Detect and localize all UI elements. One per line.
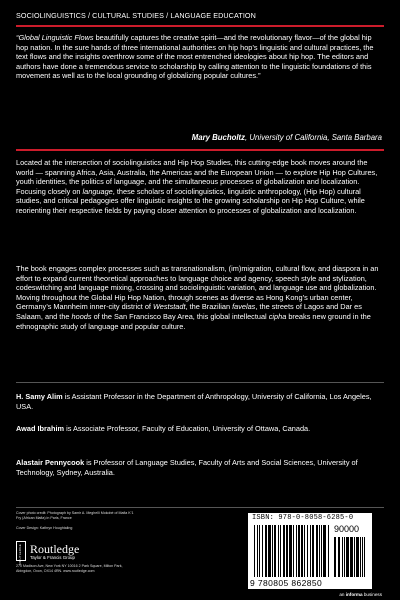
isbn-text: ISBN: 978-0-8058-6285-0: [252, 514, 354, 522]
barcode-bar: [286, 525, 288, 577]
barcode-bar: [346, 537, 349, 577]
cover-design-credit: Cover Design: Kathryn Houghtaling: [16, 526, 73, 530]
quote-attribution: [192, 133, 382, 142]
barcode-bar: [360, 537, 361, 577]
p2-emphasis-3: hoods: [71, 311, 92, 321]
quote-book-title: “Global Linguistic Flows: [16, 33, 94, 42]
middle-red-rule: [16, 149, 384, 151]
routledge-mark-text: ROUTLEDGE: [18, 544, 22, 565]
barcode-bar: [321, 525, 322, 577]
p2-text-e: breaks new ground in the ethnographic study of language and popular culture.: [16, 311, 371, 331]
quote-author: Mary Bucholtz: [191, 133, 246, 142]
p2-emphasis-2: favelas: [232, 302, 256, 312]
price-code: 90000: [334, 524, 360, 534]
quote-affiliation: , University of California, Santa Barbara: [245, 133, 382, 142]
barcode-bar: [268, 525, 271, 577]
barcode-bar: [301, 525, 303, 577]
isbn-barcode: [248, 513, 372, 589]
description-paragraph-1: [16, 158, 384, 216]
barcode-bar: [342, 537, 343, 577]
p2-emphasis-1: Weststadt: [153, 302, 186, 312]
barcode-bar: [274, 525, 276, 577]
subject-header: SOCIOLINGUISTICS / CULTURAL STUDIES / LANGUAGE EDUCATION: [16, 11, 256, 20]
editor-name-1: H. Samy Alim: [16, 392, 63, 401]
barcode-bar: [278, 525, 279, 577]
editor-bio-text-1: is Assistant Professor in the Department of Anthropology, University of California, Los Angeles, USA.: [16, 392, 372, 411]
informa-pre: an: [339, 592, 346, 597]
barcode-bar: [262, 525, 263, 577]
barcode-bar: [356, 537, 359, 577]
barcode-bar: [364, 537, 365, 577]
barcode-bar: [293, 525, 294, 577]
editor-bio-text-2: is Associate Professor, Faculty of Education, University of Ottawa, Canada.: [64, 424, 311, 433]
endorsement-quote: [16, 33, 382, 81]
price-barcode-bars: [334, 537, 368, 577]
barcode-bar: [257, 525, 258, 577]
informa-word: informa: [345, 592, 363, 597]
p2-text-a: The book engages complex processes such as transnationalism, (im)migration, cultural flow, and diaspora in an effort to expand current theoretical approaches to language choice and agency, speech style and stylization, codeswitching and language mixing, crossing and sociolinguistic variation, and language use and globalization. Moving throughout the Global Hip Hop Nation, through scenes as diverse as Hong Kong’s urban center, Germany’s Mannheim inner-city district of: [16, 264, 379, 312]
editor-bio-3: [16, 458, 384, 477]
routledge-mark-icon: [16, 541, 26, 565]
barcode-bar: [316, 525, 318, 577]
barcode-bar: [312, 525, 314, 577]
publisher-address: 270 Madison Ave, New York NY 10016 2 Park Square, Milton Park, Abingdon, Oxon, OX14 4RN. www.routledge.com: [16, 564, 123, 573]
barcode-bar: [296, 525, 297, 577]
routledge-logo: [16, 541, 146, 565]
barcode-bar: [310, 525, 311, 577]
editor-bio-2: [16, 424, 384, 434]
barcode-bar: [338, 537, 340, 577]
editor-bio-text-3: is Professor of Language Studies, Faculty of Arts and Social Sciences, University of Technology, Sydney, Australia.: [16, 458, 358, 477]
barcode-bar: [334, 537, 336, 577]
barcode-bar: [328, 525, 329, 577]
bio-bottom-divider: [16, 507, 384, 508]
barcode-bar: [304, 525, 305, 577]
p2-emphasis-4: cipha: [268, 311, 287, 321]
barcode-bar: [319, 525, 320, 577]
barcode-bar: [298, 525, 300, 577]
barcode-bar: [283, 525, 285, 577]
ean-barcode-bars: [254, 525, 330, 577]
barcode-bar: [272, 525, 273, 577]
cover-photo-credit: Cover photo credit: Photograph by Samir A. Meghelli Mokobé of Mafia K’1 Fry (African Mafia) in Paris, France: [16, 511, 134, 520]
p2-text-c: , the streets of Lagos and Dar es Salaam, and the: [16, 302, 362, 321]
quote-text: beautifully captures the creative spirit—and the revolutionary flavor—of the global hip hop nation. In the sure hands of three international authorities on hip hop’s linguistic and cultural practices, the text flows and the insights overthrow some of the most entrenched ideologies about hip hop. The editors and authors have done a tremendous service to scholarship by calling attention to the linguistic foundations of this movement as well as to the local grounding of globalizing popular cultures.”: [16, 33, 374, 80]
top-red-rule: [16, 25, 384, 27]
barcode-bar: [254, 525, 255, 577]
bio-top-divider: [16, 382, 384, 383]
barcode-bar: [289, 525, 292, 577]
description-paragraph-2: [16, 264, 384, 331]
p2-text-b: , the Brazilian: [185, 302, 233, 312]
publisher-group: Taylor & Francis Group: [30, 555, 75, 560]
p1-text-b: , these scholars of sociolinguistics, linguistic anthropology, (Hip Hop) cultural studies, and critical pedagogies offer linguistic insights to the growing scholarship on Hip Hop Culture, while reorienting their respective fields by paying closer attention to processes of globalization and localization.: [16, 186, 365, 215]
barcode-bar: [265, 525, 267, 577]
p2-text-d: of the San Francisco Bay Area, this global intellectual: [91, 311, 269, 321]
ean-number: 9 780805 862850: [250, 578, 323, 588]
informa-business-tag: [339, 592, 382, 597]
p1-emphasis: language: [82, 186, 113, 196]
barcode-bar: [307, 525, 308, 577]
barcode-bar: [350, 537, 353, 577]
p1-text-a: Located at the intersection of sociolinguistics and Hip Hop Studies, this cutting-edge book moves around the world — spanning Africa, Asia, Australia, the Americas and the European Union — to explore Hip Hop Cultures, youth identities, the politics of language, and the simultaneous processes of globalization and localization. Focusing closely on: [16, 158, 378, 196]
barcode-bar: [280, 525, 281, 577]
barcode-bar: [354, 537, 355, 577]
barcode-bar: [344, 537, 345, 577]
editor-name-2: Awad Ibrahim: [16, 424, 65, 433]
editor-bio-1: [16, 392, 384, 411]
barcode-bar: [362, 537, 363, 577]
barcode-bar: [323, 525, 326, 577]
barcode-bar: [259, 525, 260, 577]
informa-post: business: [362, 592, 382, 597]
publisher-name: Routledge: [30, 542, 80, 556]
editor-name-3: Alastair Pennycook: [16, 458, 85, 467]
